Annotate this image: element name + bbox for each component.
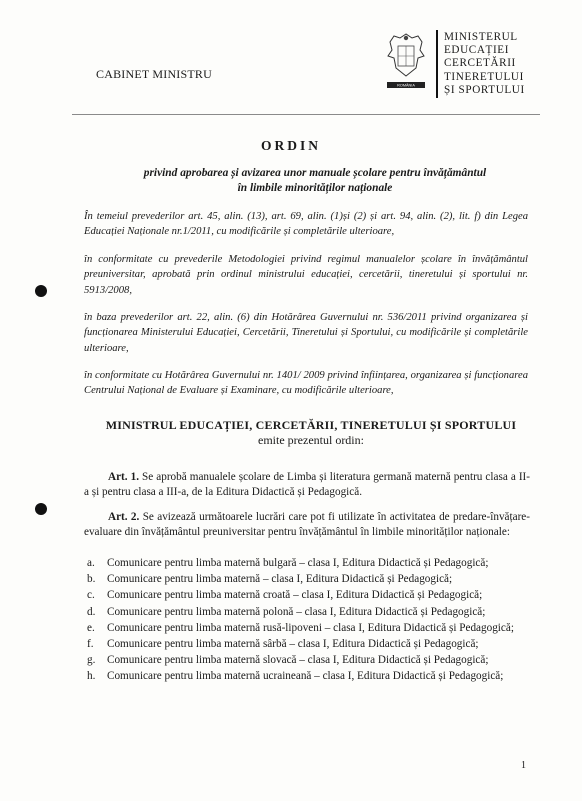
ministry-line: CERCETĂRII bbox=[444, 57, 516, 70]
recital-paragraph: în conformitate cu Hotărârea Guvernului nr. 1401/ 2009 privind înființarea, organizarea și funcționarea Centrului Național de Evaluare și Examinare, cu modificările ulterioare, bbox=[84, 370, 528, 397]
list-item bbox=[84, 637, 530, 651]
ministry-name bbox=[444, 31, 525, 97]
article-2-text: Se avizează următoarele lucrări care pot fi utilizate în activitatea de predare-învățare-evaluare din învățământul preuniversitar pentru învățământul în limbile minorităților naționale: bbox=[84, 511, 530, 539]
header-rule bbox=[72, 114, 540, 115]
list-item-text: Comunicare pentru limba maternă ucraineană – clasa I, Editura Didactică și Pedagogică; bbox=[107, 670, 504, 683]
romania-coat-of-arms-icon bbox=[384, 30, 428, 96]
article-1-label: Art. 1. bbox=[108, 471, 139, 483]
header-divider bbox=[436, 30, 438, 98]
list-item-text: Comunicare pentru limba maternă rusă-lipoveni – clasa I, Editura Didactică și Pedagogică; bbox=[107, 621, 514, 634]
list-item bbox=[84, 653, 530, 667]
subtitle-line: în limbile minorităților naționale bbox=[237, 182, 393, 194]
crest-label: ROMÂNIA bbox=[397, 83, 415, 88]
list-item bbox=[84, 621, 530, 635]
ministry-line: EDUCAȚIEI bbox=[444, 44, 510, 57]
list-item-letter: d. bbox=[87, 605, 96, 618]
recital-paragraph: în conformitate cu prevederile Metodologiei privind regimul manualelor școlare în învățământul preuniversitar, aprobată prin ordinul ministrului educației, cercetării, tineretului și sportului nr. 5913/2008, bbox=[84, 254, 528, 296]
list-item-text: Comunicare pentru limba maternă polonă – clasa I, Editura Didactică și Pedagogică; bbox=[107, 605, 486, 618]
recital-paragraph: În temeiul prevederilor art. 45, alin. (13), art. 69, alin. (1)și (2) și art. 94, alin. (2), lit. f) din Legea Educației Naționale nr.1/2011, cu modificările și completările ulterioare, bbox=[84, 211, 528, 238]
list-item-text: Comunicare pentru limba maternă croată – clasa I, Editura Didactică și Pedagogică; bbox=[107, 589, 483, 602]
article-2-list bbox=[84, 556, 530, 686]
list-item bbox=[84, 588, 530, 602]
article-1-text: Se aprobă manualele școlare de Limba și literatura germană maternă pentru clasa a II-a și pentru clasa a III-a, de la Editura Didactică și Pedagogică. bbox=[84, 471, 530, 499]
list-item-letter: a. bbox=[87, 557, 95, 569]
list-item-text: Comunicare pentru limba maternă – clasa I, Editura Didactică și Pedagogică; bbox=[107, 573, 453, 586]
subtitle-line: privind aprobarea și avizarea unor manuale școlare pentru învățământul bbox=[143, 167, 487, 179]
article-2 bbox=[84, 510, 530, 541]
list-item bbox=[84, 669, 530, 683]
list-item-letter: f. bbox=[87, 638, 94, 651]
authority-name: MINISTRUL EDUCAȚIEI, CERCETĂRII, TINERETULUI ȘI SPORTULUI bbox=[105, 418, 517, 432]
list-item-letter: g. bbox=[87, 654, 96, 667]
punch-hole-top bbox=[35, 285, 47, 297]
ministry-line: TINERETULUI bbox=[444, 70, 524, 83]
list-item-text: Comunicare pentru limba maternă sârbă – clasa I, Editura Didactică și Pedagogică; bbox=[107, 638, 479, 651]
page-number: 1 bbox=[521, 760, 526, 771]
list-item bbox=[84, 556, 530, 570]
cabinet-label: CABINET MINISTRU bbox=[96, 67, 212, 81]
ministry-line: ȘI SPORTULUI bbox=[444, 83, 525, 96]
list-item-text: Comunicare pentru limba maternă slovacă – clasa I, Editura Didactică și Pedagogică; bbox=[107, 654, 489, 667]
list-item bbox=[84, 605, 530, 619]
list-item-letter: h. bbox=[87, 670, 96, 683]
authority-action: emite prezentul ordin: bbox=[258, 433, 364, 447]
article-2-label: Art. 2. bbox=[108, 511, 140, 523]
document-title: ORDIN bbox=[260, 138, 321, 153]
list-item-text: Comunicare pentru limba maternă bulgară – clasa I, Editura Didactică și Pedagogică; bbox=[107, 557, 489, 569]
issuing-authority bbox=[72, 418, 550, 448]
list-item-letter: c. bbox=[87, 589, 95, 602]
article-1 bbox=[84, 470, 530, 501]
list-item-letter: b. bbox=[87, 573, 96, 586]
ministry-line: MINISTERUL bbox=[444, 31, 518, 43]
punch-hole-bottom bbox=[35, 503, 47, 515]
list-item bbox=[84, 572, 530, 586]
document-subtitle bbox=[80, 166, 550, 196]
list-item-letter: e. bbox=[87, 621, 95, 634]
recital-paragraph: în baza prevederilor art. 22, alin. (6) din Hotărârea Guvernului nr. 536/2011 privind organizarea și funcționarea Ministerului Educației, Cercetării, Tineretului și Sportului, cu modificările și completările ulterioare, bbox=[84, 312, 528, 354]
